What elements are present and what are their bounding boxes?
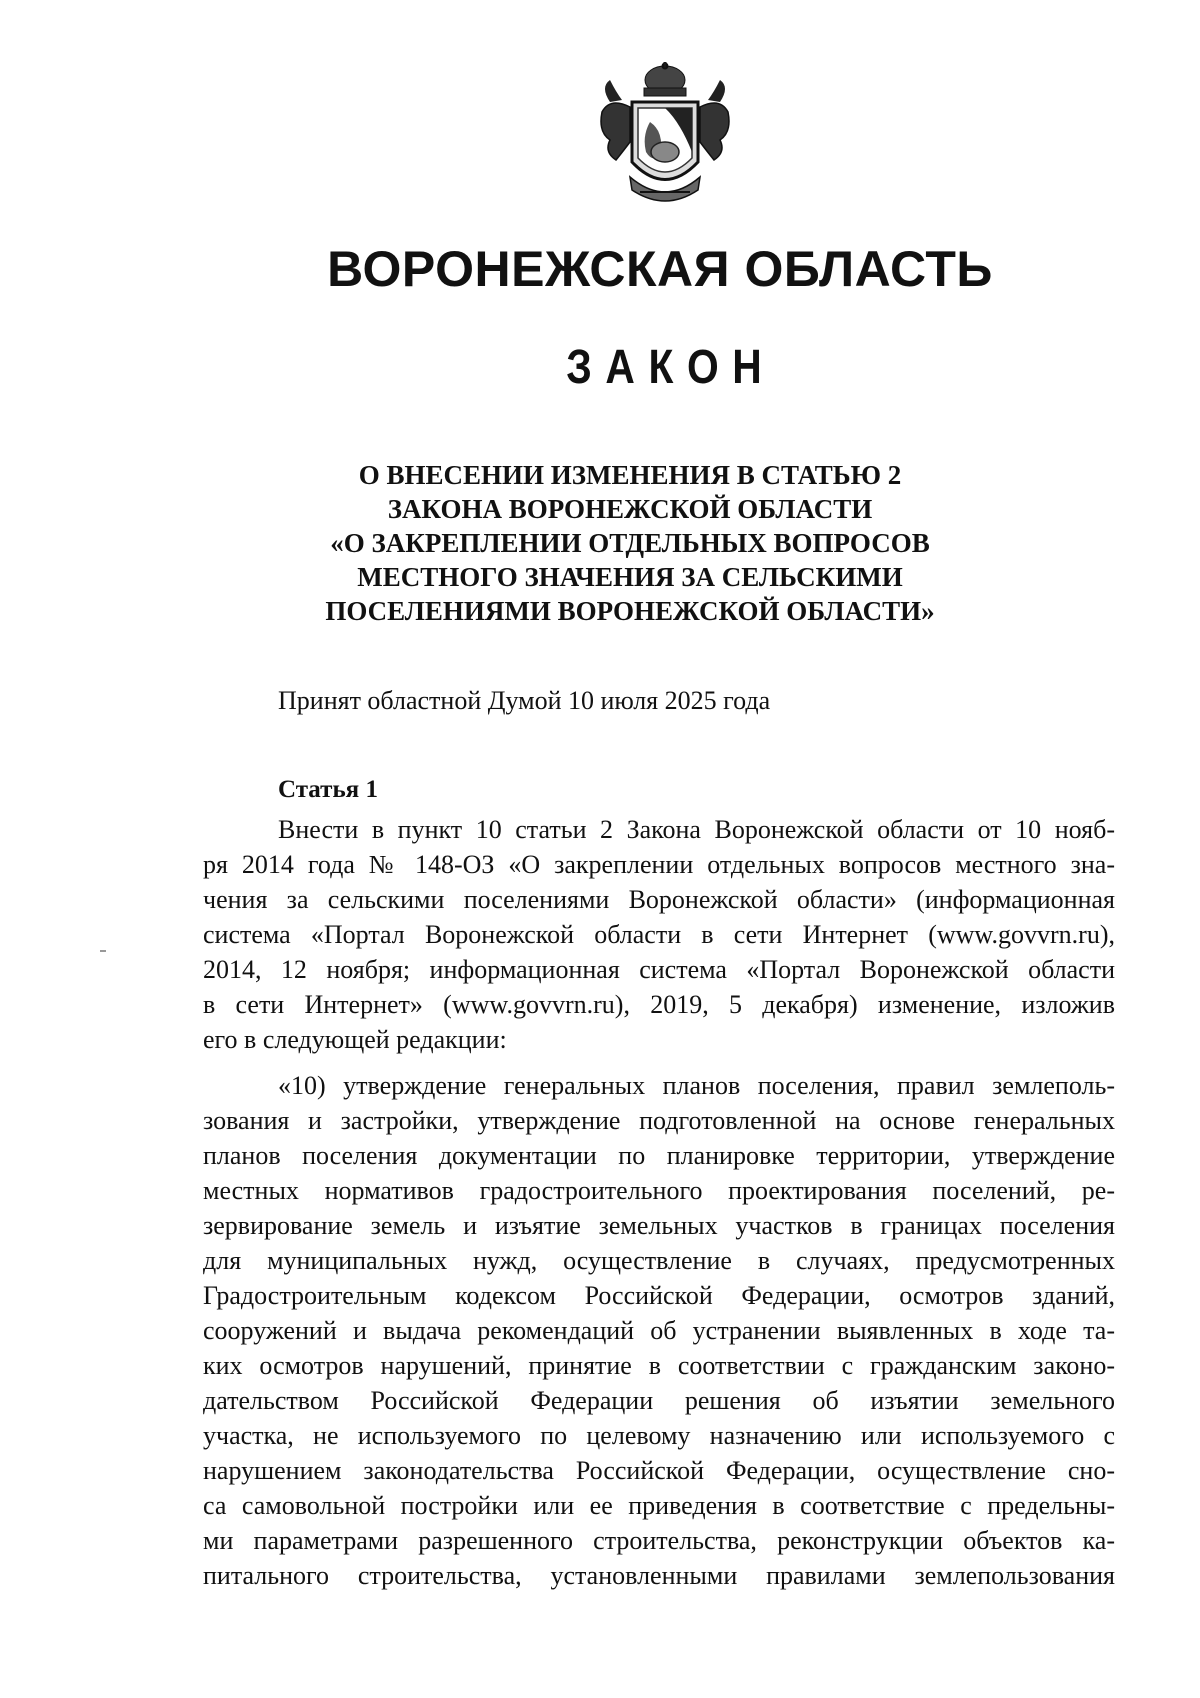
text-line: Градостроительным кодексом Российской Федерации, осмотров зданий, bbox=[203, 1281, 1115, 1310]
text-line: планов поселения документации по планировке территории, утверждение bbox=[203, 1141, 1115, 1170]
text-line: в сети Интернет» (www.govvrn.ru), 2019, 5 декабря) изменение, изложив bbox=[203, 990, 1115, 1019]
text-line: зования и застройки, утверждение подготовленной на основе генеральных bbox=[203, 1106, 1115, 1135]
region-name: ВОРОНЕЖСКАЯ ОБЛАСТЬ bbox=[327, 241, 993, 297]
text-line: для муниципальных нужд, осуществление в случаях, предусмотренных bbox=[203, 1246, 1115, 1275]
scan-speck bbox=[100, 950, 106, 952]
title-line: О ВНЕСЕНИИ ИЗМЕНЕНИЯ В СТАТЬЮ 2 bbox=[358, 460, 902, 490]
text-line: ря 2014 года № 148-ОЗ «О закреплении отдельных вопросов местного зна- bbox=[203, 850, 1115, 879]
text-line: система «Портал Воронежской области в сети Интернет (www.govvrn.ru), bbox=[203, 920, 1115, 949]
text-line: участка, не используемого по целевому назначению или используемого с bbox=[203, 1421, 1115, 1450]
text-line: дательством Российской Федерации решения об изъятии земельного bbox=[203, 1386, 1115, 1415]
text-line: 2014, 12 ноября; информационная система «Портал Воронежской области bbox=[203, 955, 1115, 984]
text-line: его в следующей редакции: bbox=[203, 1025, 507, 1054]
text-line: нарушением законодательства Российской Федерации, осуществление сно- bbox=[203, 1456, 1115, 1485]
text-line: местных нормативов градостроительного проектирования поселений, ре- bbox=[203, 1176, 1115, 1205]
article-paragraph-1 bbox=[203, 812, 1115, 1057]
text-line: ми параметрами разрешенного строительства, реконструкции объектов ка- bbox=[203, 1526, 1115, 1555]
adoption-date: Принят областной Думой 10 июля 2025 года bbox=[278, 686, 771, 715]
text-line: са самовольной постройки или ее приведения в соответствие с предельны- bbox=[203, 1491, 1115, 1520]
article-heading: Статья 1 bbox=[278, 776, 378, 803]
coat-of-arms-emblem bbox=[580, 62, 750, 212]
title-line: ЗАКОНА ВОРОНЕЖСКОЙ ОБЛАСТИ bbox=[387, 494, 873, 524]
article-paragraph-2 bbox=[203, 1068, 1115, 1593]
text-line: сооружений и выдача рекомендаций об устранении выявленных в ходе та- bbox=[203, 1316, 1115, 1345]
title-line: МЕСТНОГО ЗНАЧЕНИЯ ЗА СЕЛЬСКИМИ bbox=[357, 562, 903, 592]
title-line: «О ЗАКРЕПЛЕНИИ ОТДЕЛЬНЫХ ВОПРОСОВ bbox=[330, 528, 930, 558]
document-type: ЗАКОН bbox=[566, 341, 776, 394]
document-title bbox=[300, 458, 960, 628]
text-line: питального строительства, установленными правилами землепользования bbox=[203, 1561, 1115, 1590]
title-line: ПОСЕЛЕНИЯМИ ВОРОНЕЖСКОЙ ОБЛАСТИ» bbox=[325, 596, 935, 626]
text-line: Внести в пункт 10 статьи 2 Закона Воронежской области от 10 нояб- bbox=[278, 815, 1115, 844]
text-line: зервирование земель и изъятие земельных участков в границах поселения bbox=[203, 1211, 1115, 1240]
text-line: чения за сельскими поселениями Воронежской области» (информационная bbox=[203, 885, 1115, 914]
text-line: ких осмотров нарушений, принятие в соответствии с гражданским законо- bbox=[203, 1351, 1115, 1380]
text-line: «10) утверждение генеральных планов поселения, правил землеполь- bbox=[278, 1071, 1115, 1100]
